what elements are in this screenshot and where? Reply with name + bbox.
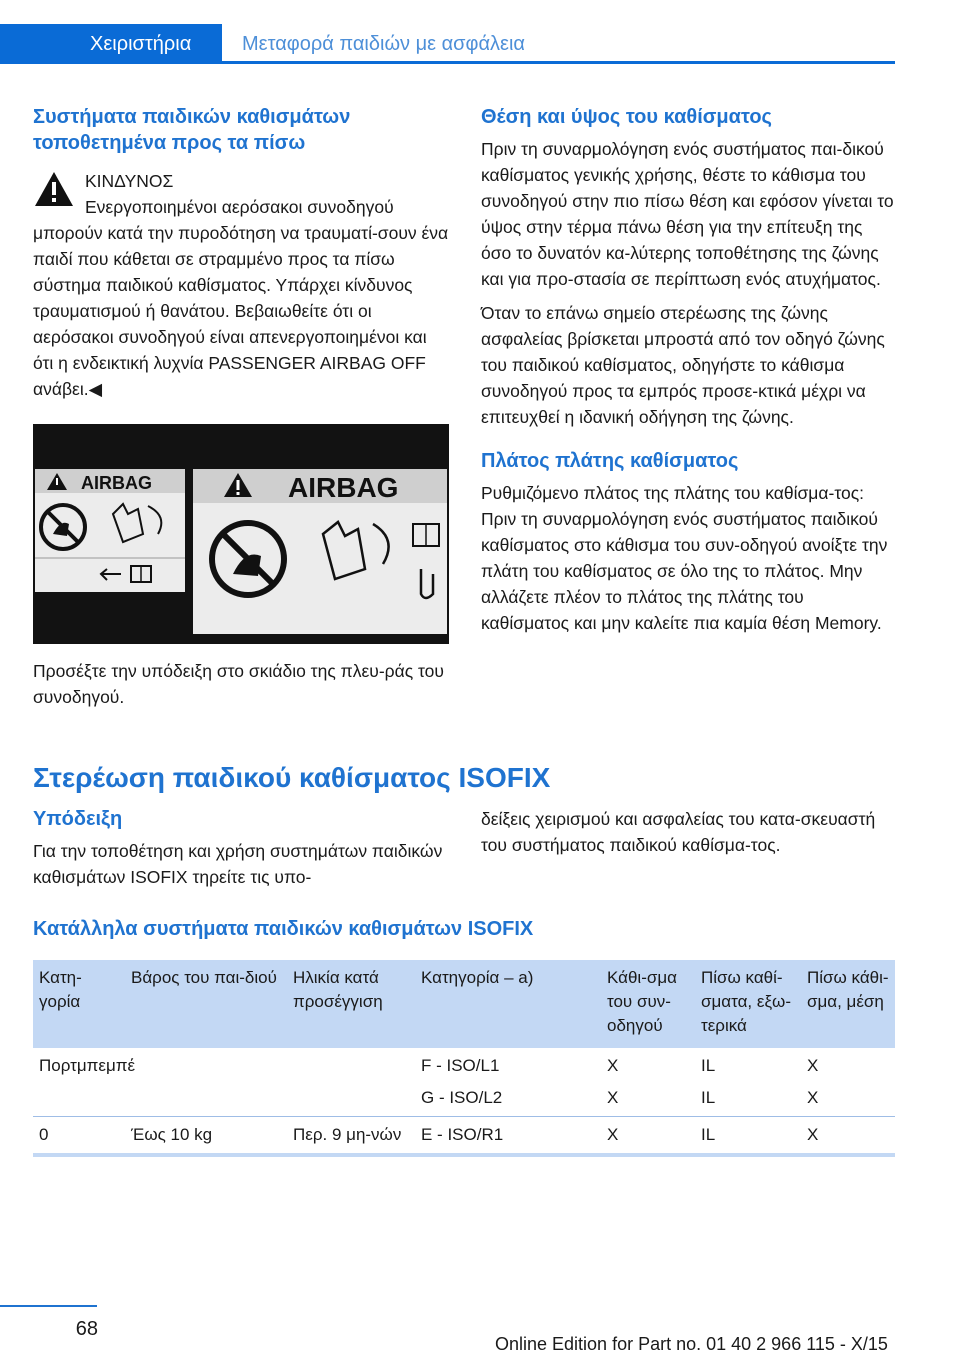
tab-child-safety[interactable]: Μεταφορά παιδιών με ασφάλεια	[242, 33, 525, 55]
cell-rear-outer	[695, 1048, 801, 1117]
photo-caption: Προσέξτε την υπόδειξη στο σκιάδιο της πλευ-ράς του συνοδηγού.	[33, 661, 444, 707]
backrest-width-paragraph: Ρυθμιζόμενο πλάτος της πλάτης του καθίσμα-τος: Πριν τη συναρμολόγηση ενός συστήματος παιδικού καθίσματος στο κάθισμα του συν-οδηγού ανοίξτε την πλάτη του καθίσματος σε όλο της το πλάτος. Μην αλλάζετε πλέον το πλάτος της πλάτης του καθίσματος και μην καλείτε πια καμία θέση Memory.	[481, 483, 888, 633]
header-rear-outer: Πίσω καθί-σματα, εξω-τερικά	[695, 960, 801, 1048]
cell-weight: Έως 10 kg	[125, 1117, 287, 1156]
airbag-label-large-text: AIRBAG	[288, 472, 399, 503]
danger-warning	[33, 168, 449, 402]
rear-middle-value: X	[807, 1056, 819, 1075]
isofix-table	[33, 960, 895, 1157]
rear-outer-value: IL	[701, 1056, 716, 1075]
cell-passenger: X	[601, 1117, 695, 1156]
tab-controls[interactable]: Χειριστήρια	[0, 24, 222, 64]
cell-class: E - ISO/R1	[415, 1117, 601, 1156]
table-row	[33, 1048, 895, 1117]
passenger-value: X	[607, 1088, 619, 1107]
isofix-note-right	[481, 806, 895, 858]
warning-line-1: Ενεργοποιημένοι αερόσακοι συνοδηγού	[85, 197, 394, 217]
page-number: 68	[75, 1318, 98, 1340]
header-rear-middle: Πίσω κάθι-σμα, μέση	[801, 960, 895, 1048]
left-column	[33, 104, 449, 710]
warning-triangle-icon	[33, 170, 75, 208]
cell-category: Πορτμπεμπέ	[33, 1048, 415, 1117]
footer-rule	[0, 1305, 97, 1307]
airbag-label-small-text: AIRBAG	[81, 473, 152, 493]
airbag-label-photo	[33, 424, 449, 644]
seat-position-paragraph-2: Όταν το επάνω σημείο στερέωσης της ζώνης ασφαλείας βρίσκεται μπροστά από τον οδηγό ζώνης του παιδικού καθίσματος, οδηγήστε το κάθισμα συνοδηγού προς τα εμπρός προσε-κτικά μέχρι να επιτευχθεί η ιδανική οδήγηση της ζώνης.	[481, 303, 885, 427]
note-text-left: Για την τοποθέτηση και χρήση συστημάτων παιδικών καθισμάτων ISOFIX τηρείτε τις υπο-	[33, 841, 443, 887]
table-row	[33, 1117, 895, 1156]
rear-middle-value: X	[807, 1088, 819, 1107]
header-passenger-seat: Κάθι-σμα του συν-οδηγού	[601, 960, 695, 1048]
airbag-labels-illustration	[33, 424, 449, 644]
note-heading: Υπόδειξη	[33, 808, 123, 830]
note-text-right: δείξεις χειρισμού και ασφαλείας του κατα-σκευαστή του συστήματος παιδικού καθίσμα-τος.	[481, 809, 876, 855]
cell-rear-outer: IL	[695, 1117, 801, 1156]
header-category: Κατη-γορία	[33, 960, 125, 1048]
seat-position-paragraph-1: Πριν τη συναρμολόγηση ενός συστήματος παι-δικού καθίσματος γενικής χρήσης, θέστε το κάθισμα του συνοδηγού στην πιο πίσω θέση και εφόσον γίνεται το ύψος στην τέρμα πάνω θέση για την επίτευξη της όσο το δυνατόν κα-λύτερης τοποθέτησης της ζώνης και για προ-στασία σε περίπτωση ενός ατυχήματος.	[481, 139, 894, 289]
cell-rear-middle	[801, 1048, 895, 1117]
cell-rear-middle: X	[801, 1117, 895, 1156]
header-age: Ηλικία κατά προσέγγιση	[287, 960, 415, 1048]
cell-age: Περ. 9 μη-νών	[287, 1117, 415, 1156]
header-tabs	[0, 24, 895, 64]
right-column	[481, 104, 895, 636]
table-header-row	[33, 960, 895, 1048]
isofix-section-title: Στερέωση παιδικού καθίσματος ISOFIX	[33, 762, 551, 793]
isofix-table-heading: Κατάλληλα συστήματα παιδικών καθισμάτων ISOFIX	[33, 918, 534, 940]
class-value: G - ISO/L2	[421, 1088, 503, 1107]
edition-note: Online Edition for Part no. 01 40 2 966 115 - X/15	[495, 1334, 888, 1354]
passenger-value: X	[607, 1056, 619, 1075]
header-class: Κατηγορία – a)	[415, 960, 601, 1048]
section-heading-backrest-width: Πλάτος πλάτης καθίσματος	[481, 450, 739, 472]
cell-category: 0	[33, 1117, 125, 1156]
rear-outer-value: IL	[701, 1088, 716, 1107]
cell-passenger	[601, 1048, 695, 1117]
class-value: F - ISO/L1	[421, 1056, 500, 1075]
warning-title: ΚΙΝΔΥΝΟΣ	[85, 171, 174, 191]
section-heading-seat-position: Θέση και ύψος του καθίσματος	[481, 106, 772, 128]
cell-class	[415, 1048, 601, 1117]
section-heading-rear-facing: Συστήματα παιδικών καθισμάτων τοποθετημένα προς τα πίσω	[33, 106, 351, 154]
isofix-note-left	[33, 806, 449, 890]
header-weight: Βάρος του παι-διού	[125, 960, 287, 1048]
warning-body: μπορούν κατά την πυροδότηση να τραυματί-σουν ένα παιδί που κάθεται σε στραμμένο προς τα πίσω σύστημα παιδικού καθίσματος. Υπάρχει κίνδυνος τραυματισμού ή θανάτου. Βεβαιωθείτε ότι οι αερόσακοι συνοδηγού είναι απενεργοποιημένοι και ότι η ενδεικτική λυχνία PASSENGER AIRBAG OFF ανάβει.◀	[33, 223, 449, 399]
